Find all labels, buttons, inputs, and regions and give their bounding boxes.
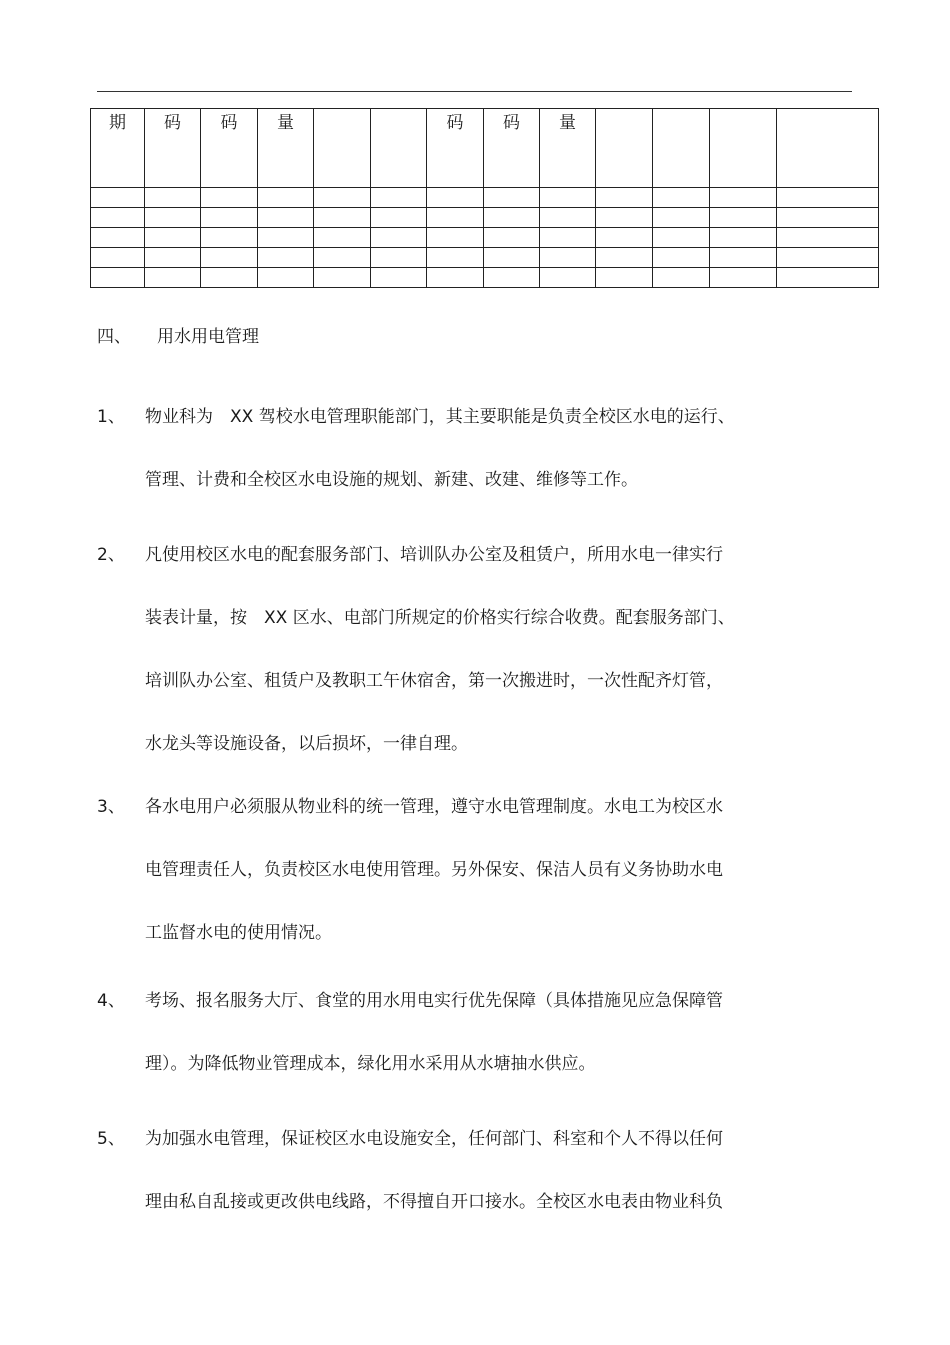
- item-number: 2、: [97, 545, 125, 565]
- table-cell: [314, 228, 371, 248]
- text-line: 装表计量，按 XX 区水、电部门所规定的价格实行综合收费。配套服务部门、: [145, 608, 735, 628]
- table-cell: [540, 228, 596, 248]
- table-cell: [314, 208, 371, 228]
- table-cell: [145, 268, 201, 288]
- table-header-cell: 量: [540, 109, 596, 188]
- table-cell: [484, 268, 540, 288]
- table-header-cell: 量: [258, 109, 314, 188]
- table-cell: [258, 208, 314, 228]
- table-cell: [371, 208, 427, 228]
- table-cell: [653, 248, 710, 268]
- item-number: 5、: [97, 1129, 125, 1149]
- table-row: [91, 188, 879, 208]
- text-line: 电管理责任人，负责校区水电使用管理。另外保安、保洁人员有义务协助水电: [145, 860, 723, 880]
- table-cell: [484, 208, 540, 228]
- list-item: [97, 540, 817, 776]
- table-cell: [371, 188, 427, 208]
- table-row: [91, 268, 879, 288]
- table-header-cell: [710, 109, 777, 188]
- table-cell: [371, 248, 427, 268]
- table-header-cell: [777, 109, 879, 188]
- table-cell: [653, 268, 710, 288]
- table-cell: [427, 228, 484, 248]
- text-line: 理）。为降低物业管理成本，绿化用水采用从水塘抽水供应。: [145, 1054, 596, 1074]
- table-cell: [596, 188, 653, 208]
- table-cell: [540, 188, 596, 208]
- table-cell: [777, 208, 879, 228]
- table-cell: [427, 248, 484, 268]
- text-line: 管理、计费和全校区水电设施的规划、新建、改建、维修等工作。: [145, 470, 638, 490]
- table-cell: [201, 208, 258, 228]
- table-header-cell: 码: [145, 109, 201, 188]
- item-text: [145, 776, 805, 965]
- table-header-cell: 码: [427, 109, 484, 188]
- text-line: 凡使用校区水电的配套服务部门、培训队办公室及租赁户，所用水电一律实行: [145, 545, 723, 565]
- table-cell: [540, 268, 596, 288]
- table-cell: [540, 248, 596, 268]
- table-cell: [777, 188, 879, 208]
- table-cell: [145, 248, 201, 268]
- table-cell: [710, 208, 777, 228]
- table-row: [91, 248, 879, 268]
- table-cell: [258, 248, 314, 268]
- text-line: 物业科为 XX 驾校水电管理职能部门，其主要职能是负责全校区水电的运行、: [145, 407, 735, 427]
- table-cell: [484, 228, 540, 248]
- list-item: [97, 402, 817, 512]
- item-text: [145, 1108, 805, 1234]
- table-row: [91, 208, 879, 228]
- table-cell: [540, 208, 596, 228]
- table-cell: [258, 228, 314, 248]
- table-cell: [653, 208, 710, 228]
- text-line: 工监督水电的使用情况。: [145, 923, 332, 943]
- item-text: [145, 970, 805, 1096]
- table-cell: [710, 228, 777, 248]
- table-cell: [653, 188, 710, 208]
- header-rule: [97, 91, 852, 92]
- table-header-cell: [371, 109, 427, 188]
- list-item: [97, 1124, 817, 1234]
- table-cell: [314, 268, 371, 288]
- table-cell: [427, 188, 484, 208]
- meter-reading-table: [90, 108, 879, 288]
- table-cell: [596, 228, 653, 248]
- section-number: 四、: [97, 327, 131, 347]
- table-cell: [145, 228, 201, 248]
- table-cell: [91, 268, 145, 288]
- section-heading: [97, 322, 259, 352]
- table-cell: [596, 248, 653, 268]
- table-cell: [777, 248, 879, 268]
- table-header-cell: [653, 109, 710, 188]
- table-cell: [777, 268, 879, 288]
- table-cell: [710, 248, 777, 268]
- text-line: 水龙头等设施设备，以后损坏，一律自理。: [145, 734, 468, 754]
- item-number: 3、: [97, 797, 125, 817]
- table-cell: [145, 208, 201, 228]
- table-cell: [258, 268, 314, 288]
- table-cell: [710, 268, 777, 288]
- text-line: 各水电用户必须服从物业科的统一管理，遵守水电管理制度。水电工为校区水: [145, 797, 723, 817]
- table-header-cell: [314, 109, 371, 188]
- table-cell: [145, 188, 201, 208]
- table-cell: [91, 208, 145, 228]
- item-text: [145, 524, 805, 776]
- item-number: 1、: [97, 407, 125, 427]
- table-cell: [91, 228, 145, 248]
- text-line: 理由私自乱接或更改供电线路，不得擅自开口接水。全校区水电表由物业科负: [145, 1192, 723, 1212]
- table-header-cell: 码: [484, 109, 540, 188]
- list-item: [97, 986, 817, 1096]
- item-number: 4、: [97, 991, 125, 1011]
- table-cell: [484, 248, 540, 268]
- table-cell: [427, 208, 484, 228]
- table-cell: [201, 228, 258, 248]
- table-cell: [777, 228, 879, 248]
- text-line: 培训队办公室、租赁户及教职工午休宿舍，第一次搬进时，一次性配齐灯管，: [145, 671, 723, 691]
- text-line: 考场、报名服务大厅、食堂的用水用电实行优先保障（具体措施见应急保障管: [145, 991, 723, 1011]
- table-cell: [314, 188, 371, 208]
- table-cell: [201, 248, 258, 268]
- table-cell: [258, 188, 314, 208]
- table-cell: [596, 268, 653, 288]
- table-cell: [91, 188, 145, 208]
- table-cell: [91, 248, 145, 268]
- table-cell: [596, 208, 653, 228]
- section-title: 用水用电管理: [157, 327, 259, 347]
- table-cell: [710, 188, 777, 208]
- table-header-row: [91, 109, 879, 188]
- table-header-cell: [596, 109, 653, 188]
- table-cell: [653, 228, 710, 248]
- table-cell: [371, 228, 427, 248]
- table-cell: [201, 268, 258, 288]
- table-row: [91, 228, 879, 248]
- table-header-cell: 期: [91, 109, 145, 188]
- table-cell: [427, 268, 484, 288]
- table-cell: [371, 268, 427, 288]
- list-item: [97, 792, 817, 965]
- table-cell: [314, 248, 371, 268]
- text-line: 为加强水电管理，保证校区水电设施安全，任何部门、科室和个人不得以任何: [145, 1129, 723, 1149]
- table-cell: [484, 188, 540, 208]
- item-text: [145, 386, 805, 512]
- table-header-cell: 码: [201, 109, 258, 188]
- table-cell: [201, 188, 258, 208]
